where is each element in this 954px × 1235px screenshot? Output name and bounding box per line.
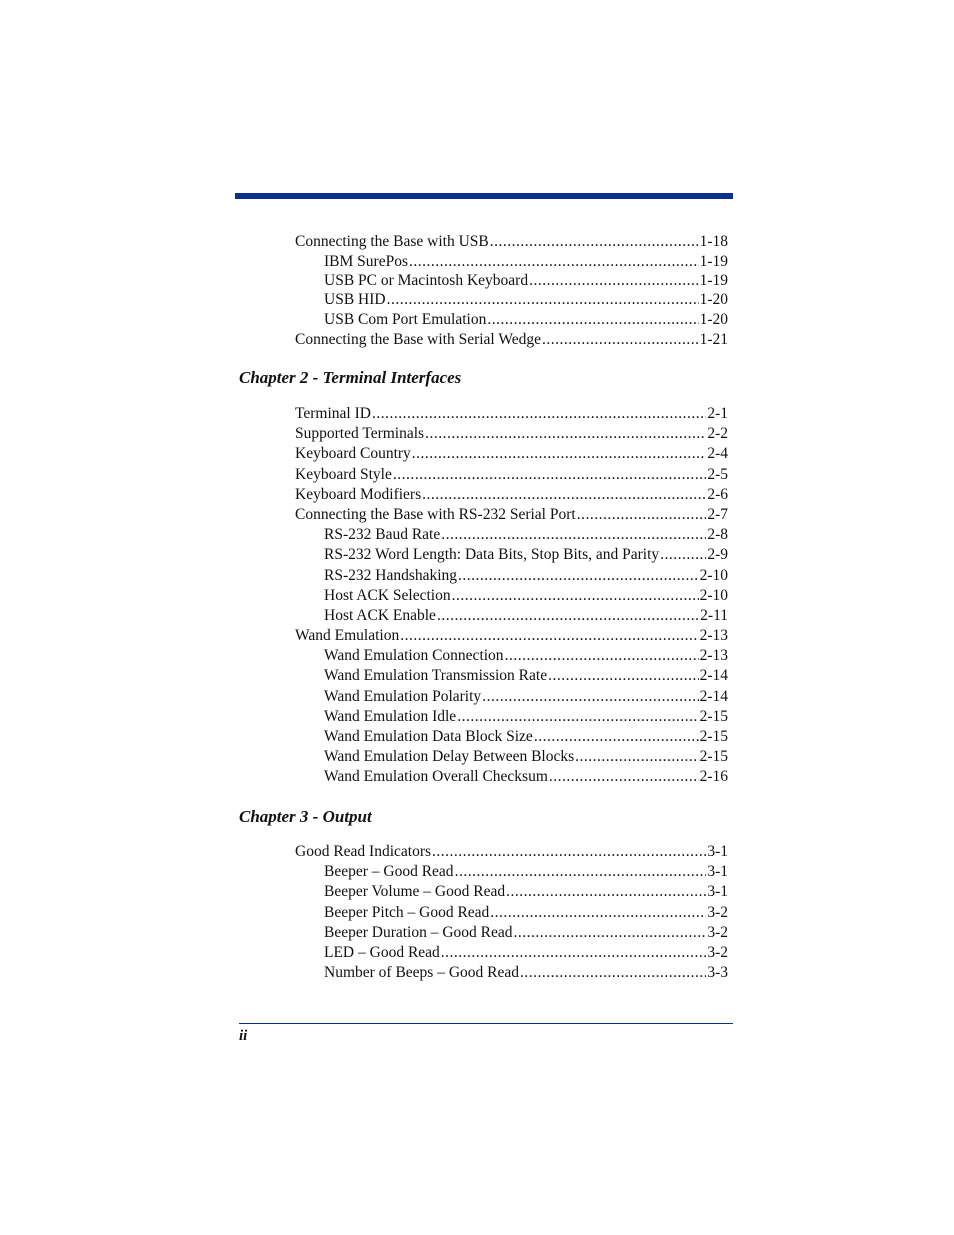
dot-leader	[514, 923, 707, 943]
toc-entry-page: 1-19	[699, 253, 728, 271]
toc-entry-page: 2-14	[699, 667, 728, 685]
dot-leader	[505, 646, 699, 666]
toc-entry-title: USB HID	[324, 290, 386, 308]
chapter-2-heading: Chapter 2 - Terminal Interfaces	[239, 368, 462, 387]
toc-entry[interactable]	[295, 943, 728, 963]
toc-entry-page: 2-7	[707, 505, 728, 523]
toc-entry[interactable]	[295, 666, 728, 686]
header-rule	[235, 193, 733, 199]
toc-entry-page: 2-11	[700, 606, 728, 624]
dot-leader	[506, 882, 706, 902]
toc-entry[interactable]	[295, 727, 728, 747]
toc-entry-page: 3-2	[707, 903, 728, 921]
toc-entry-title: RS-232 Baud Rate	[324, 526, 441, 544]
toc-entry-page: 3-2	[707, 923, 728, 941]
toc-entry[interactable]	[295, 606, 728, 626]
toc-entry[interactable]	[295, 963, 728, 983]
toc-entry-title: Beeper – Good Read	[324, 863, 454, 881]
dot-leader	[534, 727, 699, 747]
dot-leader	[432, 842, 706, 862]
dot-leader	[482, 687, 698, 707]
toc-entry-page: 2-2	[707, 425, 728, 443]
toc-entry-page: 2-6	[707, 485, 728, 503]
dot-leader	[487, 310, 698, 330]
toc-entry-page: 1-20	[699, 290, 728, 308]
toc-entry-page: 2-13	[699, 627, 728, 645]
dot-leader	[441, 525, 706, 545]
toc-entry-page: 3-1	[707, 883, 728, 901]
toc-entry[interactable]	[295, 923, 728, 943]
toc-entry-page: 3-3	[707, 964, 728, 982]
toc-entry[interactable]	[295, 232, 728, 252]
toc-entry-title: Keyboard Country	[295, 445, 411, 463]
toc-entry-title: Wand Emulation Polarity	[324, 687, 482, 705]
toc-entry-title: Wand Emulation Delay Between Blocks	[324, 748, 575, 766]
toc-entry[interactable]	[295, 330, 728, 350]
dot-leader	[400, 626, 698, 646]
dot-leader	[425, 424, 706, 444]
toc-entry[interactable]	[295, 903, 728, 923]
toc-entry-title: RS-232 Word Length: Data Bits, Stop Bits, and Parity	[324, 546, 660, 564]
toc-entry-page: 1-18	[699, 233, 728, 250]
toc-entry[interactable]	[295, 767, 728, 787]
toc-entry-page: 2-9	[707, 546, 728, 564]
toc-entry-page: 1-20	[699, 311, 728, 329]
toc-section-chapter-2	[295, 404, 728, 788]
toc-entry-title: USB Com Port Emulation	[324, 311, 487, 329]
dot-leader	[372, 404, 706, 424]
dot-leader	[490, 232, 699, 252]
dot-leader	[549, 767, 699, 787]
toc-entry-page: 2-8	[707, 526, 728, 544]
dot-leader	[577, 505, 707, 525]
dot-leader	[542, 330, 699, 350]
toc-entry-title: Beeper Pitch – Good Read	[324, 903, 490, 921]
toc-entry-title: Keyboard Style	[295, 465, 392, 483]
toc-section-continued	[295, 232, 728, 350]
toc-entry[interactable]	[295, 545, 728, 565]
dot-leader	[455, 862, 707, 882]
toc-entry-page: 2-15	[699, 728, 728, 745]
toc-entry[interactable]	[295, 404, 728, 424]
toc-entry-page: 3-2	[707, 943, 728, 961]
toc-entry-title: RS-232 Handshaking	[324, 566, 458, 584]
toc-section-chapter-3	[295, 842, 728, 983]
toc-entry-page: 2-4	[707, 445, 728, 463]
dot-leader	[441, 943, 707, 963]
toc-entry[interactable]	[295, 626, 728, 646]
footer-rule	[239, 1023, 733, 1024]
toc-entry-page: 1-19	[699, 272, 728, 290]
toc-entry-page: 2-10	[699, 586, 728, 604]
toc-entry[interactable]	[295, 687, 728, 707]
toc-entry[interactable]	[295, 505, 728, 525]
toc-entry-title: Wand Emulation	[295, 627, 400, 645]
toc-entry-title: Keyboard Modifiers	[295, 485, 422, 503]
toc-entry[interactable]	[295, 310, 728, 330]
toc-entry-page: 2-5	[707, 465, 728, 483]
toc-entry-page: 2-10	[699, 566, 728, 584]
toc-entry-title: Host ACK Selection	[324, 586, 451, 604]
dot-leader	[422, 485, 706, 505]
toc-entry-title: Wand Emulation Data Block Size	[324, 728, 533, 745]
toc-entry-title: Connecting the Base with USB	[295, 233, 489, 250]
toc-entry-page: 2-15	[699, 707, 728, 725]
dot-leader	[660, 545, 706, 565]
dot-leader	[409, 252, 699, 272]
toc-entry[interactable]	[295, 842, 728, 862]
dot-leader	[490, 903, 706, 923]
toc-entry-page: 2-15	[699, 748, 728, 766]
toc-entry-title: Wand Emulation Idle	[324, 707, 457, 725]
toc-entry[interactable]	[295, 747, 728, 767]
toc-entry[interactable]	[295, 424, 728, 444]
toc-entry-title: Wand Emulation Transmission Rate	[324, 667, 548, 685]
toc-entry[interactable]	[295, 290, 728, 310]
toc-entry-title: Wand Emulation Overall Checksum	[324, 768, 548, 786]
dot-leader	[387, 290, 699, 310]
toc-entry-title: Good Read Indicators	[295, 843, 432, 860]
toc-entry[interactable]	[295, 444, 728, 464]
toc-entry[interactable]	[295, 566, 728, 586]
dot-leader	[529, 272, 699, 290]
toc-entry-page: 1-21	[699, 331, 728, 349]
toc-entry-title: Wand Emulation Connection	[324, 647, 504, 665]
toc-entry-title: Host ACK Enable	[324, 606, 436, 624]
toc-entry[interactable]	[295, 465, 728, 485]
toc-entry[interactable]	[295, 485, 728, 505]
toc-entry-title: Supported Terminals	[295, 425, 425, 443]
toc-entry[interactable]	[295, 707, 728, 727]
toc-entry-title: Number of Beeps – Good Read	[324, 964, 519, 982]
toc-entry[interactable]	[295, 646, 728, 666]
dot-leader	[575, 747, 698, 767]
toc-entry-title: LED – Good Read	[324, 943, 440, 961]
toc-entry-title: USB PC or Macintosh Keyboard	[324, 272, 529, 290]
toc-entry[interactable]	[295, 586, 728, 606]
chapter-3-heading: Chapter 3 - Output	[239, 807, 372, 826]
dot-leader	[437, 606, 699, 626]
dot-leader	[520, 963, 706, 983]
dot-leader	[548, 666, 699, 686]
toc-entry-title: IBM SurePos	[324, 253, 408, 271]
dot-leader	[452, 586, 699, 606]
toc-entry[interactable]	[295, 252, 728, 272]
toc-entry-title: Beeper Volume – Good Read	[324, 883, 506, 901]
toc-entry-page: 2-16	[699, 768, 728, 786]
dot-leader	[457, 707, 698, 727]
dot-leader	[393, 465, 706, 485]
toc-entry-title: Connecting the Base with Serial Wedge	[295, 331, 541, 349]
toc-entry-title: Terminal ID	[295, 405, 371, 422]
toc-entry-page: 3-1	[707, 863, 728, 881]
page-number: ii	[239, 1028, 248, 1044]
toc-entry-title: Connecting the Base with RS-232 Serial Port	[295, 505, 576, 523]
toc-entry[interactable]	[295, 272, 728, 290]
toc-entry-page: 2-1	[707, 405, 728, 422]
toc-entry-page: 3-1	[707, 843, 728, 860]
toc-entry[interactable]	[295, 862, 728, 882]
toc-entry-page: 2-14	[699, 687, 728, 705]
toc-entry-page: 2-13	[699, 647, 728, 665]
toc-entry-title: Beeper Duration – Good Read	[324, 923, 513, 941]
toc-entry[interactable]	[295, 882, 728, 902]
toc-entry[interactable]	[295, 525, 728, 545]
dot-leader	[458, 566, 699, 586]
dot-leader	[412, 444, 707, 464]
